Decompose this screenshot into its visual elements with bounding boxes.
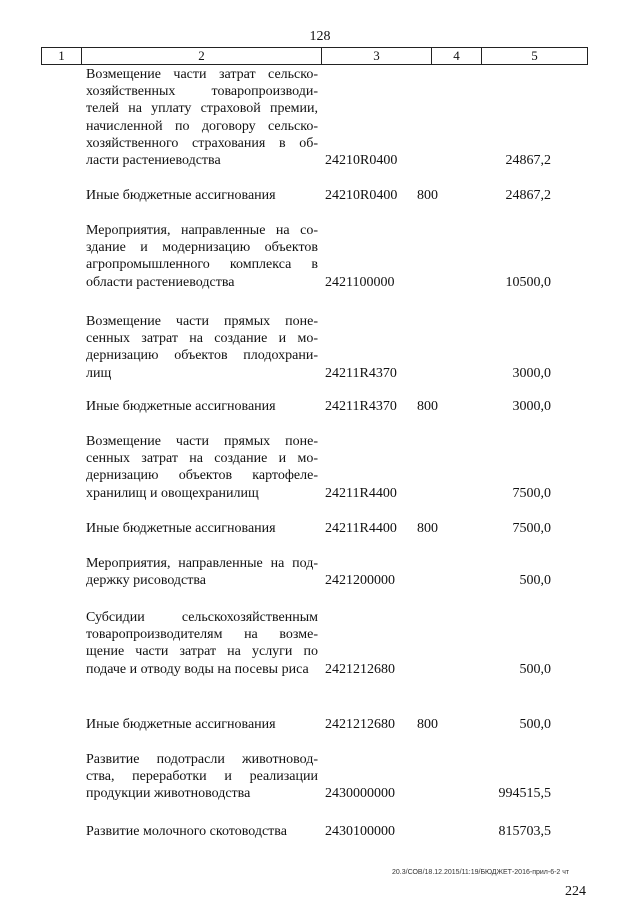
row-name: Возмещение части затрат сельско-хозяйственных товаропроизводи-телей на уплату страховой премии, начисленной по договору сельско-хозяйственного страхования в об-ласти растениеводства [86,67,318,169]
row-name: Иные бюджетные ассигнования [86,188,276,203]
table-row [86,823,551,840]
row-name: Развитие подотрасли животновод-ства, переработки и реализации продукции животноводства [86,752,318,802]
row-sum: 3000,0 [512,399,551,414]
table-row [86,520,551,537]
row-code: 24211R4370 [325,399,397,414]
row-sum: 10500,0 [505,274,551,290]
footer-code: 20.3/СОВ/18.12.2015/11:19/БЮДЖЕТ-2016-прил-6-2 чт [392,869,570,876]
table-row [86,222,551,291]
row-name: Возмещение части прямых поне-сенных затрат на создание и мо-дернизацию объектов плодохрани-лищ [86,314,318,381]
table-row [86,751,551,803]
row-sum: 24867,2 [505,153,551,169]
row-vr: 800 [417,717,438,732]
row-sum: 3000,0 [512,365,551,381]
row-name: Иные бюджетные ассигнования [86,399,276,414]
row-name: Возмещение части прямых поне-сенных затрат на создание и мо-дернизацию объектов картофеле-хранилищ и овощехранилищ [86,434,318,501]
row-vr: 800 [417,521,438,536]
row-sum: 7500,0 [512,485,551,501]
row-sum: 815703,5 [498,824,551,839]
header-col-2: 2 [82,48,322,64]
table-row [86,187,551,204]
table-row [86,716,551,733]
header-col-4: 4 [432,48,482,64]
row-code: 2430100000 [325,824,395,839]
page-number-top: 128 [309,29,331,44]
row-sum: 994515,5 [498,786,551,802]
header-col-3: 3 [322,48,432,64]
row-code: 2421100000 [325,274,395,290]
row-sum: 500,0 [519,661,551,677]
row-code: 24211R4370 [325,365,397,381]
row-vr: 800 [417,188,438,203]
row-code: 2421212680 [325,717,395,732]
row-code: 2421212680 [325,661,395,677]
row-sum: 500,0 [519,573,551,589]
header-col-1: 1 [42,48,82,64]
row-sum: 500,0 [519,717,551,732]
row-name: Мероприятия, направленные на со-здание и модернизацию объектов агропромышленного комплекса в области растениеводства [86,223,318,290]
header-col-5: 5 [531,48,538,63]
table-row [86,433,551,502]
row-name: Иные бюджетные ассигнования [86,717,276,732]
row-code: 24210R0400 [325,153,398,169]
row-name: Мероприятия, направленные на под-держку рисоводства [86,556,318,589]
row-sum: 24867,2 [505,188,551,203]
row-vr: 800 [417,399,438,414]
row-name: Иные бюджетные ассигнования [86,521,276,536]
row-code: 24211R4400 [325,521,397,536]
page-number-bottom: 224 [565,884,586,899]
row-name: Развитие молочного скотоводства [86,824,287,839]
table-row [86,313,551,382]
table-row [86,66,551,169]
table-row [86,555,551,589]
table-row [86,398,551,415]
table-header [41,47,588,65]
row-code: 24211R4400 [325,485,397,501]
row-code: 2421200000 [325,573,395,589]
row-code: 24210R0400 [325,188,398,203]
row-name: Субсидии сельскохозяйственным товаропроизводителям на возме-щение части затрат на услуги по подаче и отводу воды на посевы риса [86,610,318,677]
row-code: 2430000000 [325,786,395,802]
row-sum: 7500,0 [512,521,551,536]
table-row [86,609,551,678]
